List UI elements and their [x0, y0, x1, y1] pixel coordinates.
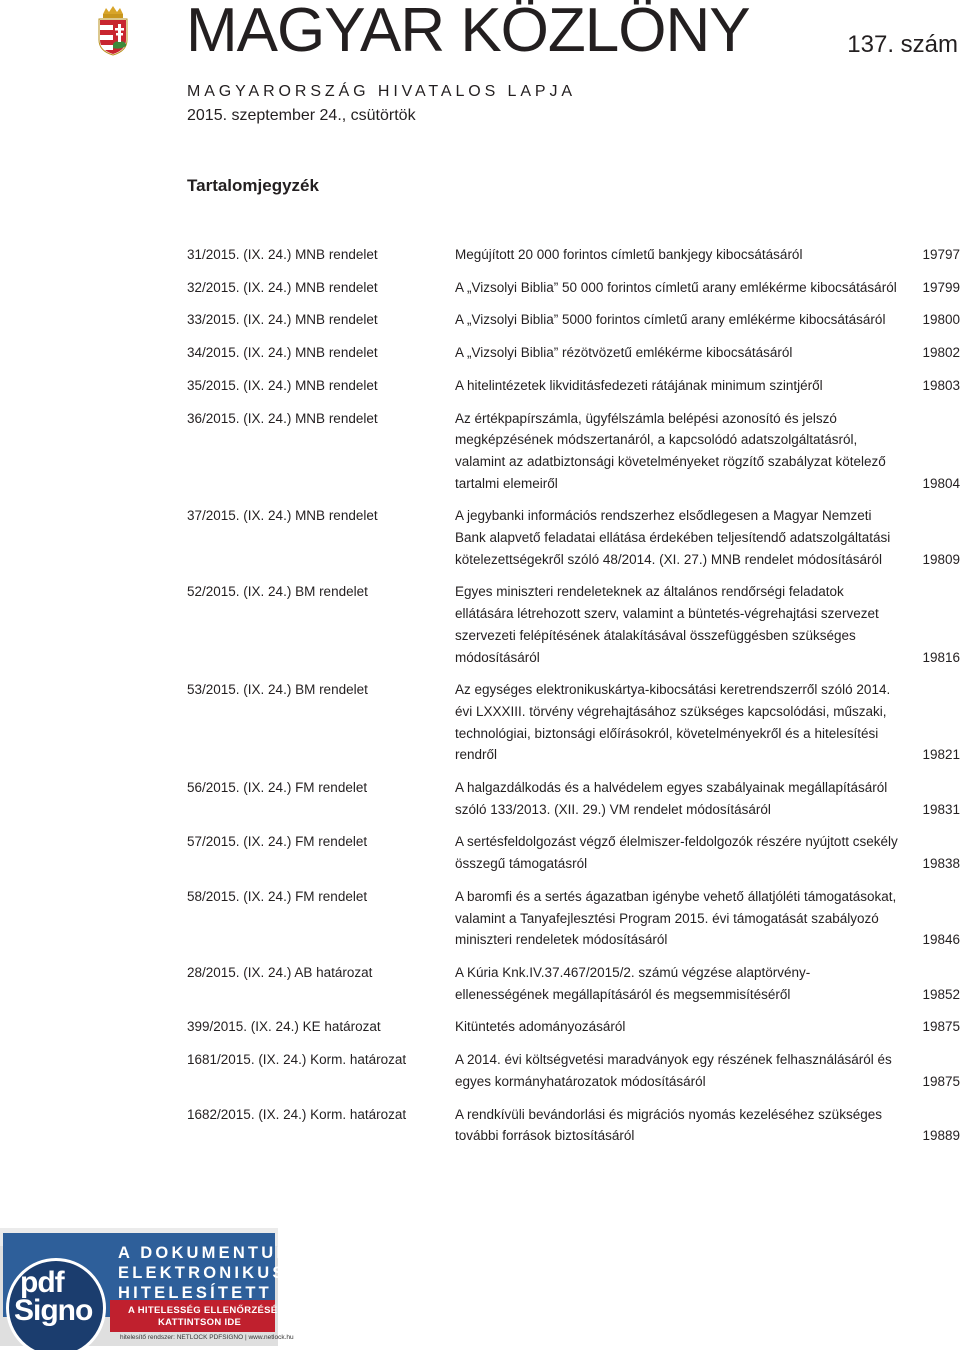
toc-entry-title: Megújított 20 000 forintos címletű bankjegy kibocsátásáról — [455, 247, 803, 262]
toc-entry[interactable] — [187, 505, 960, 570]
toc-entry-ref: 56/2015. (IX. 24.) FM rendelet — [187, 780, 368, 796]
badge-line-3: HITELESÍTETT — [118, 1284, 272, 1302]
badge-footer: hitelesítő rendszer: NETLOCK PDFSIGNO | www.netlock.hu — [120, 1334, 294, 1341]
toc-entry-ref: 36/2015. (IX. 24.) MNB rendelet — [187, 410, 378, 426]
badge-click-here-link[interactable]: KATTINTSON IDE — [158, 1317, 242, 1328]
toc-entry-ref: 1681/2015. (IX. 24.) Korm. határozat — [187, 1052, 407, 1068]
toc-entry-ref: 32/2015. (IX. 24.) MNB rendelet — [187, 279, 378, 295]
publication-subtitle: MAGYARORSZÁG HIVATALOS LAPJA — [187, 83, 576, 100]
toc-entry-title: A halgazdálkodás és a halvédelem egyes szabályainak megállapításáról szóló 133/2013. (XII. 29.) VM rendelet módosításáról — [455, 780, 888, 817]
toc-entry-ref: 34/2015. (IX. 24.) MNB rendelet — [187, 345, 378, 361]
toc-entry-ref: 52/2015. (IX. 24.) BM rendelet — [187, 584, 368, 600]
toc-entry-title: A baromfi és a sertés ágazatban igénybe vehető állatjóléti támogatásokat, valamint a Tanyafejlesztési Program 2015. évi támogatását szabályozó miniszteri rendeletek módosításáról — [455, 888, 897, 948]
coat-of-arms-icon — [96, 6, 130, 56]
issue-number: 137. szám — [847, 31, 958, 58]
toc-entry-ref: 37/2015. (IX. 24.) MNB rendelet — [187, 508, 378, 524]
toc-entry[interactable] — [187, 375, 960, 397]
toc-entry-page: 19802 — [922, 345, 960, 361]
toc-entry[interactable] — [187, 777, 960, 820]
toc-entry-title: A sertésfeldolgozást végző élelmiszer-feldolgozók részére nyújtott csekély összegű támogatásról — [455, 834, 898, 872]
toc-entry[interactable] — [187, 679, 960, 766]
toc-entry-title: Kitüntetés adományozásáról — [455, 1019, 626, 1035]
toc-entry-page: 19852 — [922, 986, 960, 1002]
toc-entry-ref: 35/2015. (IX. 24.) MNB rendelet — [187, 377, 378, 393]
toc-entry-ref: 33/2015. (IX. 24.) MNB rendelet — [187, 312, 378, 328]
toc-entry[interactable] — [187, 1016, 960, 1038]
toc-entry-ref: 28/2015. (IX. 24.) AB határozat — [187, 964, 373, 980]
toc-entry[interactable] — [187, 886, 960, 951]
toc-entry-title: Egyes miniszteri rendeleteknek az általános rendőrségi feladatok ellátására létrehozott szerv, valamint a büntetés-végrehajtási szervezet szervezeti felépítésének átalakításával összefüggésben szükséges módosításáról — [455, 584, 879, 665]
toc-entry-page: 19889 — [922, 1128, 960, 1144]
toc-entry[interactable] — [187, 962, 960, 1005]
toc-entry-ref: 57/2015. (IX. 24.) FM rendelet — [187, 834, 368, 850]
toc-entry-title: A 2014. évi költségvetési maradványok egy részének felhasználásáról és egyes kormányhatározatok módosításáról — [455, 1052, 892, 1089]
toc-heading: Tartalomjegyzék — [187, 176, 319, 195]
toc-entry[interactable] — [187, 1049, 960, 1092]
toc-entry-title: A jegybanki információs rendszerhez elsődlegesen a Magyar Nemzeti Bank alapvető feladatai ellátása érdekében teljesítendő adatszolgáltatási kötelezettségekről szóló 48/2014. (XI. 27.) MNB rendelet módosításáról — [455, 508, 891, 567]
publication-title: MAGYAR KÖZLÖNY — [186, 0, 750, 65]
toc-entry[interactable] — [187, 244, 960, 266]
toc-entry[interactable] — [187, 581, 960, 668]
toc-entry-title: Az értékpapírszámla, ügyfélszámla belépési azonosító és jelszó megképzésének módszertanáról, a kapcsolódó adatszolgáltatásról, valamint az adatbiztonsági követelményeket rögzítő szabályzat kötelező tartalmi elemeiről — [455, 410, 886, 491]
toc-entry-title: Az egységes elektronikuskártya-kibocsátási keretrendszerről szóló 2014. évi LXXXIII. törvény végrehajtásához szükséges kapcsolódási, műszaki, technológiai, biztonsági előírásokról, követelményekről és a hitelesítési rendről — [455, 682, 891, 763]
toc-entry[interactable] — [187, 277, 960, 299]
table-of-contents — [187, 244, 960, 1158]
toc-entry[interactable] — [187, 408, 960, 495]
toc-entry-page: 19816 — [922, 649, 960, 665]
toc-entry[interactable] — [187, 342, 960, 364]
toc-entry-ref: 58/2015. (IX. 24.) FM rendelet — [187, 888, 368, 904]
toc-entry-ref: 31/2015. (IX. 24.) MNB rendelet — [187, 247, 378, 262]
logo-text-signo: Signo — [14, 1294, 93, 1327]
toc-entry-title: A hitelintézetek likviditásfedezeti rátájának minimum szintjéről — [455, 377, 823, 393]
toc-entry-page: 19875 — [922, 1019, 960, 1035]
toc-entry[interactable] — [187, 309, 960, 331]
publication-date: 2015. szeptember 24., csütörtök — [187, 107, 416, 124]
badge-verify-text: A HITELESSÉG ELLENŐRZÉSÉHEZ — [128, 1305, 298, 1316]
toc-entry-page: 19838 — [922, 856, 960, 872]
toc-entry-page: 19875 — [922, 1073, 960, 1089]
logo-text-pdf: pdf — [20, 1266, 64, 1299]
toc-entry-page: 19799 — [922, 279, 960, 295]
badge-line-2: ELEKTRONIKUSAN — [118, 1264, 317, 1282]
toc-entry-ref: 53/2015. (IX. 24.) BM rendelet — [187, 682, 368, 698]
toc-entry-page: 19831 — [922, 801, 960, 817]
toc-entry-ref: 1682/2015. (IX. 24.) Korm. határozat — [187, 1106, 407, 1122]
signature-badge[interactable] — [0, 1228, 317, 1346]
toc-entry-title: A Kúria Knk.IV.37.467/2015/2. számú végzése alaptörvény-ellenességének megállapításáról és megsemmisítéséről — [455, 964, 811, 1002]
toc-entry-page: 19821 — [922, 747, 960, 763]
toc-entry[interactable] — [187, 1104, 960, 1147]
toc-entry-ref: 399/2015. (IX. 24.) KE határozat — [187, 1019, 381, 1035]
toc-entry-page: 19803 — [922, 377, 960, 393]
toc-entry-title: A „Vizsolyi Biblia” 50 000 forintos címletű arany emlékérme kibocsátásáról — [455, 279, 897, 295]
toc-entry-page: 19797 — [922, 247, 960, 262]
toc-entry-page: 19846 — [922, 932, 960, 948]
toc-entry-title: A „Vizsolyi Biblia” 5000 forintos címletű arany emlékérme kibocsátásáról — [455, 312, 886, 328]
badge-line-1: A DOKUMENTUM — [118, 1244, 294, 1262]
toc-entry-title: A rendkívüli bevándorlási és migrációs nyomás kezeléséhez szükséges további források biztosításáról — [455, 1106, 882, 1144]
toc-entry-page: 19804 — [922, 475, 960, 491]
toc-entry-page: 19800 — [922, 312, 960, 328]
toc-entry[interactable] — [187, 831, 960, 874]
toc-entry-page: 19809 — [922, 551, 960, 567]
toc-entry-title: A „Vizsolyi Biblia” rézötvözetű emlékérme kibocsátásáról — [455, 345, 793, 361]
